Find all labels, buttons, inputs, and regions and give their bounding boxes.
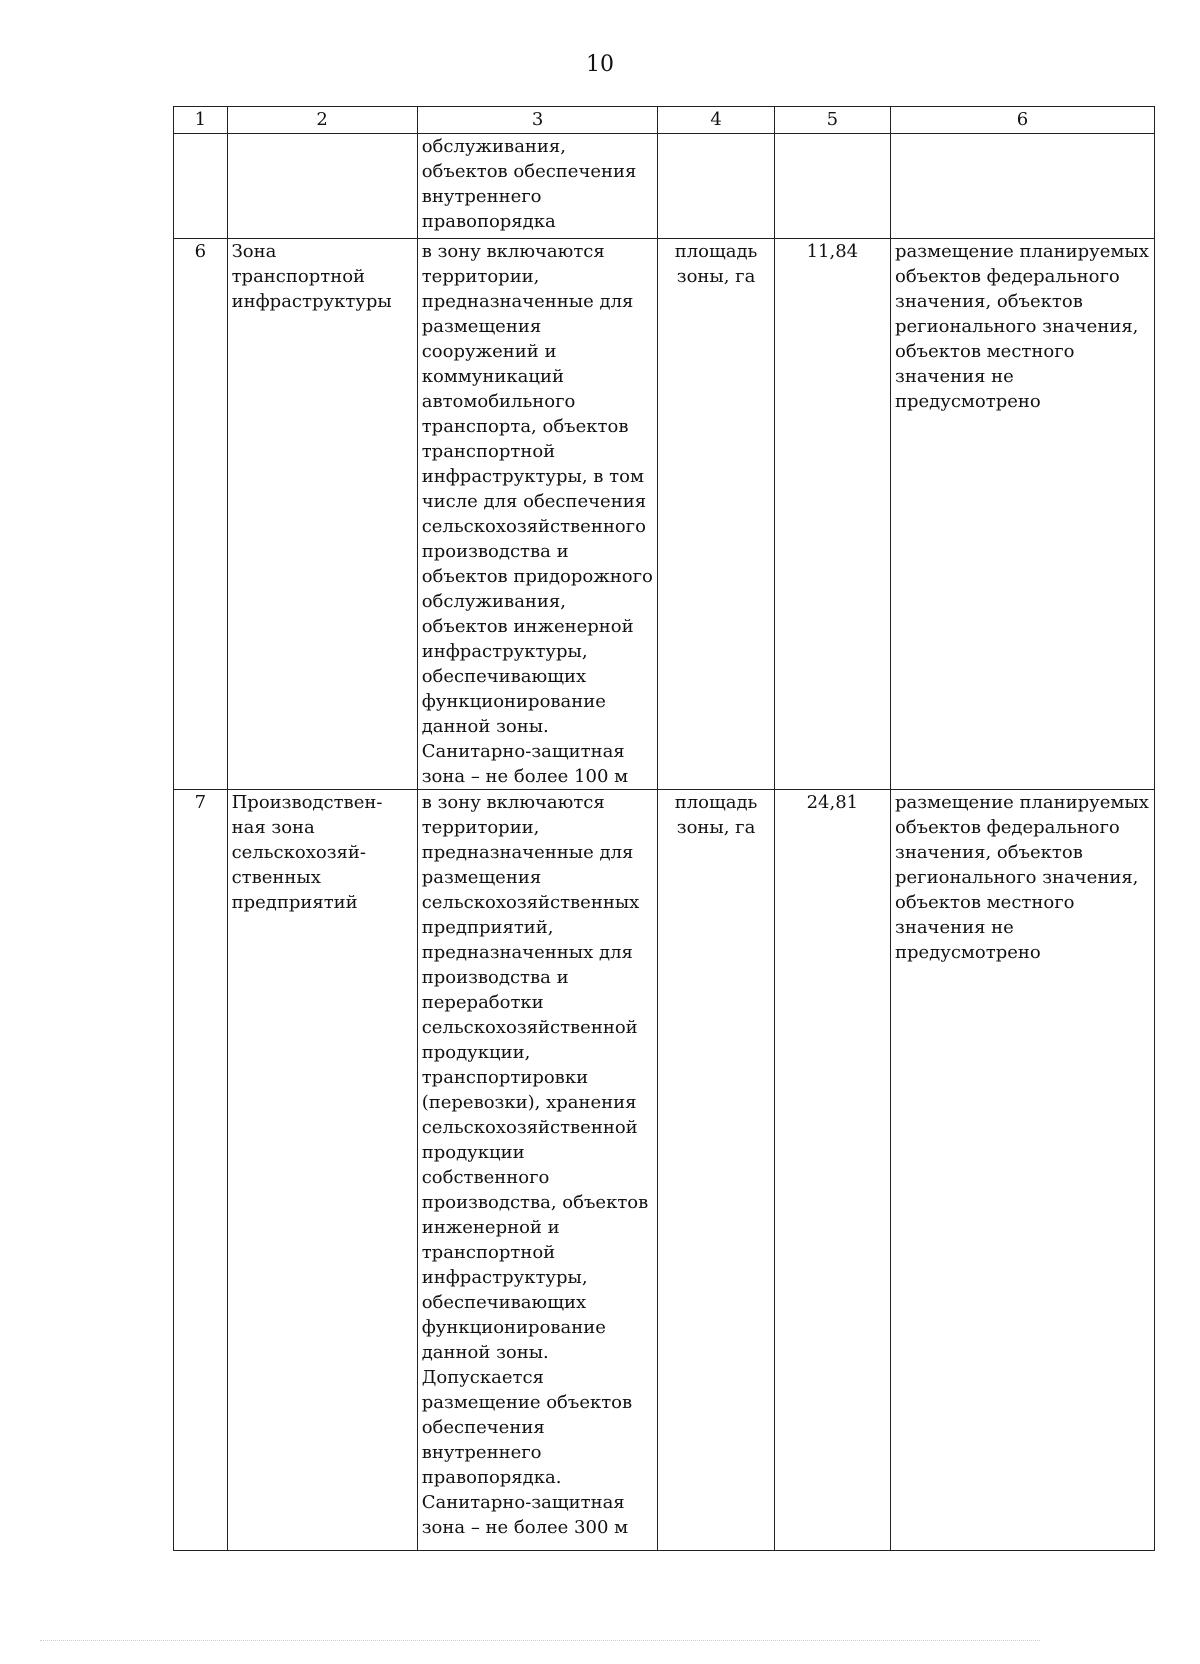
table-header: [174, 107, 1155, 134]
zone-note: [891, 134, 1155, 239]
indicator: площадь зоны, га: [658, 239, 774, 790]
zone-name: Зона транспортной инфраструктуры: [227, 239, 417, 790]
zone-description: в зону включаются территории, предназначенные для размещения сельскохозяйственных предприятий, предназначенных для производства и переработки сельскохозяйственной продукции, транспортировки (перевозки), хранения сельскохозяйственной продукции собственного производства, объектов инженерной и транспортной инфраструктуры, обеспечивающих функционирование данной зоны. Допускается размещение объектов обеспечения внутреннего правопорядка. Санитарно-защитная зона – не более 300 м: [417, 790, 658, 1551]
header-col-2: 2: [227, 107, 417, 134]
zone-name: [227, 134, 417, 239]
header-col-1: 1: [174, 107, 228, 134]
page-number: 10: [586, 52, 614, 77]
indicator: [658, 134, 774, 239]
table-row: [174, 790, 1155, 1551]
zone-note: размещение планируемых объектов федерального значения, объектов регионального значения, объектов местного значения не предусмотрено: [891, 239, 1155, 790]
row-number: [174, 134, 228, 239]
zone-note: размещение планируемых объектов федерального значения, объектов регионального значения, объектов местного значения не предусмотрено: [891, 790, 1155, 1551]
header-col-6: 6: [891, 107, 1155, 134]
header-col-5: 5: [774, 107, 890, 134]
header-col-4: 4: [658, 107, 774, 134]
table-row: [174, 239, 1155, 790]
zone-description: в зону включаются территории, предназначенные для размещения сооружений и коммуникаций автомобильного транспорта, объектов транспортной инфраструктуры, в том числе для обеспечения сельскохозяйственного производства и объектов придорожного обслуживания, объектов инженерной инфраструктуры, обеспечивающих функционирование данной зоны. Санитарно-защитная зона – не более 100 м: [417, 239, 658, 790]
row-number: 6: [174, 239, 228, 790]
row-number: 7: [174, 790, 228, 1551]
indicator-value: [774, 134, 890, 239]
zones-table: [173, 106, 1155, 1551]
indicator-value: 24,81: [774, 790, 890, 1551]
zone-name: Производствен- ная зона сельскохозяй- ственных предприятий: [227, 790, 417, 1551]
zone-description: обслуживания, объектов обеспечения внутреннего правопорядка: [417, 134, 658, 239]
header-col-3: 3: [417, 107, 658, 134]
table-row: [174, 134, 1155, 239]
scan-artifact-line: [40, 1640, 1040, 1643]
indicator: площадь зоны, га: [658, 790, 774, 1551]
indicator-value: 11,84: [774, 239, 890, 790]
